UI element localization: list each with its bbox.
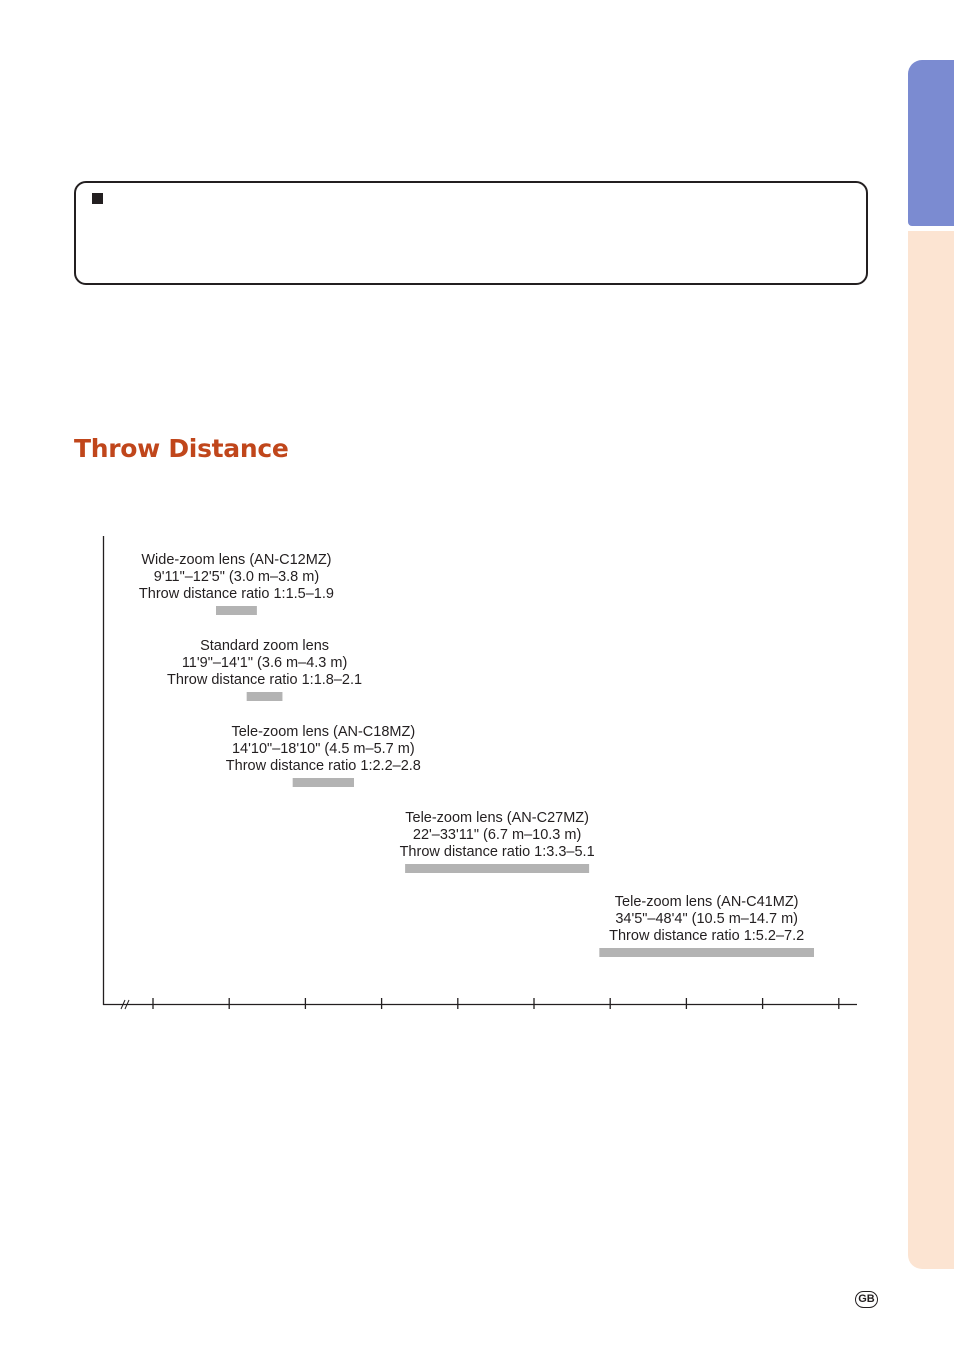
lens-range-bar [405, 864, 589, 873]
lens-ratio-label: Throw distance ratio 1:5.2–7.2 [609, 928, 805, 944]
lens-name-label: Tele-zoom lens (AN-C18MZ) [231, 724, 416, 740]
lens-name-label: Tele-zoom lens (AN-C27MZ) [405, 810, 589, 826]
lens-range-bar [247, 692, 283, 701]
lens-range-bar [216, 606, 257, 615]
lens-group [167, 638, 362, 701]
lens-group [139, 552, 334, 615]
lens-group [226, 724, 421, 787]
lens-distance-label: 34'5"–48'4" (10.5 m–14.7 m) [615, 911, 799, 927]
lens-distance-label: 9'11"–12'5" (3.0 m–3.8 m) [153, 569, 320, 585]
lens-series [139, 552, 814, 957]
lens-ratio-label: Throw distance ratio 1:3.3–5.1 [399, 844, 595, 860]
lens-name-label: Wide-zoom lens (AN-C12MZ) [141, 552, 332, 568]
section-title: Throw Distance [74, 434, 289, 463]
lens-ratio-label: Throw distance ratio 1:1.8–2.1 [167, 672, 363, 688]
lens-ratio-label: Throw distance ratio 1:2.2–2.8 [225, 758, 421, 774]
lens-range-bar [599, 948, 814, 957]
lens-ratio-label: Throw distance ratio 1:1.5–1.9 [138, 586, 334, 602]
lens-distance-label: 11'9"–14'1" (3.6 m–4.3 m) [181, 655, 348, 671]
lens-group [599, 894, 814, 957]
lens-range-bar [293, 778, 354, 787]
lens-distance-label: 14'10"–18'10" (4.5 m–5.7 m) [231, 741, 415, 757]
lens-group [400, 810, 595, 873]
lens-name-label: Tele-zoom lens (AN-C41MZ) [614, 894, 799, 910]
lens-name-label: Standard zoom lens [200, 638, 330, 654]
lens-distance-label: 22'–33'11" (6.7 m–10.3 m) [412, 827, 582, 843]
region-badge: GB [855, 1291, 878, 1308]
x-axis-ticks [153, 998, 839, 1009]
